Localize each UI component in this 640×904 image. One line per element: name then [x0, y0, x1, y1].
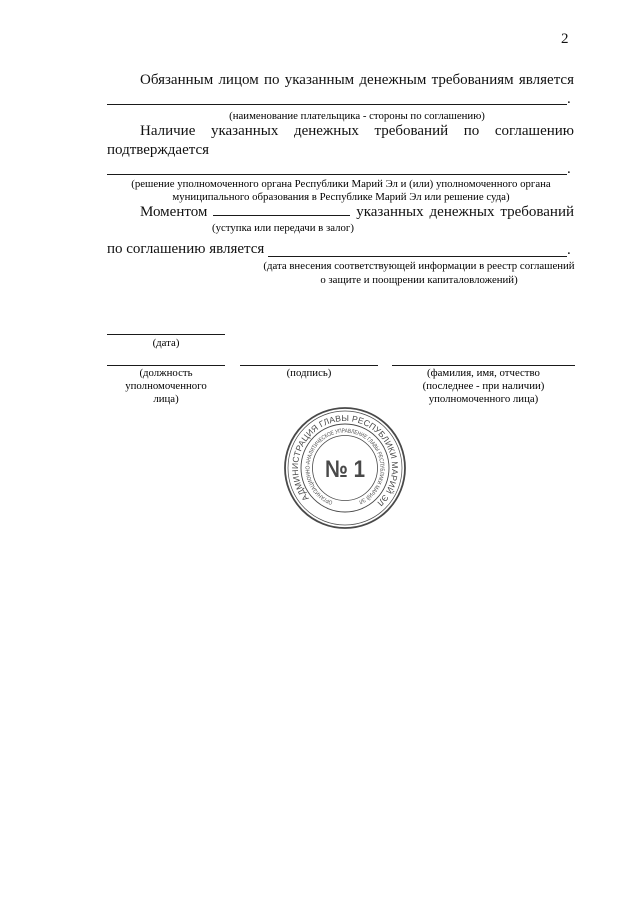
transfer-type-caption: (уступка или передачи в залог)	[212, 222, 354, 234]
obligated-party-caption: (наименование плательщика - стороны по соглашению)	[229, 110, 485, 122]
position-blank-line	[107, 365, 225, 366]
registry-date-blank-line	[268, 256, 567, 257]
obligated-party-statement: Обязанным лицом по указанным денежным требованиям является	[140, 72, 574, 88]
full-name-caption-line1: (фамилия, имя, отчество	[427, 367, 540, 379]
position-caption-line1: (должность	[139, 367, 193, 379]
obligated-party-end-mark: .	[567, 91, 571, 107]
transfer-moment-trailing-text: указанных денежных требований	[356, 204, 575, 220]
stamp-inner-text-path: ОРГАНИЗАЦИОННО-АНАЛИТИЧЕСКОЕ УПРАВЛЕНИЕ ГЛАВЫ РЕСПУБЛИКИ МАРИЙ ЭЛ	[305, 428, 385, 506]
signature-caption: (подпись)	[286, 367, 332, 379]
transfer-type-blank-line	[213, 214, 350, 216]
confirmation-end-mark: .	[567, 161, 571, 177]
obligated-party-blank-line	[107, 104, 567, 105]
registry-date-caption-line2: о защите и поощрении капиталовложений)	[320, 274, 518, 286]
confirmation-statement-line1: Наличие указанных денежных требований по соглашению	[140, 123, 574, 139]
stamp-center-number: № 1	[325, 456, 365, 483]
registry-date-caption-line1: (дата внесения соответствующей информации в реестр соглашений	[263, 260, 575, 272]
full-name-caption-line2: (последнее - при наличии)	[422, 380, 545, 392]
full-name-blank-line	[392, 365, 575, 366]
page-number: 2	[561, 31, 569, 47]
transfer-moment-line2: по соглашению является	[107, 241, 265, 257]
confirmation-statement-line2: подтверждается	[107, 142, 210, 158]
signature-blank-line	[240, 365, 378, 366]
transfer-moment-line	[140, 205, 574, 220]
transfer-moment-lead-word: Моментом	[140, 204, 208, 220]
confirmation-caption-line2: муниципального образования в Республике Марий Эл или решение суда)	[172, 191, 510, 203]
official-stamp	[283, 406, 407, 530]
stamp-outer-text-path: АДМИНИСТРАЦИЯ ГЛАВЫ РЕСПУБЛИКИ МАРИЙ ЭЛ	[289, 412, 401, 509]
position-caption-line2: уполномоченного	[125, 380, 207, 392]
transfer-moment-end-mark: .	[567, 242, 571, 258]
date-blank-line	[107, 334, 225, 335]
confirmation-caption-line1: (решение уполномоченного органа Республики Марий Эл и (или) уполномоченного органа	[131, 178, 551, 190]
position-caption-line3: лица)	[153, 393, 179, 405]
date-caption: (дата)	[152, 337, 180, 349]
full-name-caption-line3: уполномоченного лица)	[428, 393, 539, 405]
confirmation-blank-line	[107, 174, 567, 175]
